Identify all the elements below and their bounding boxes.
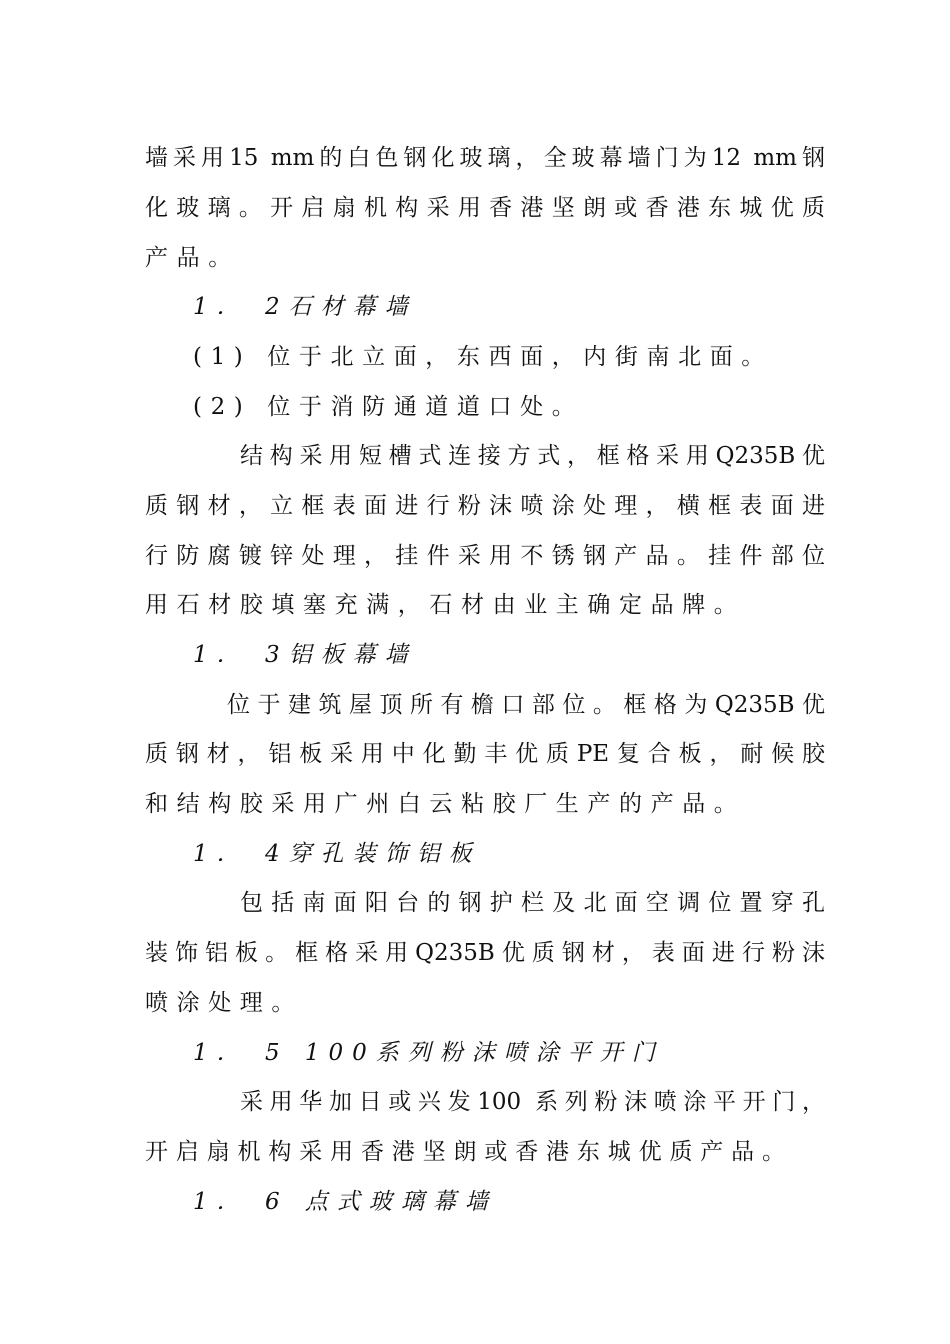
body-line: 结构采用短槽式连接方式，框格采用Q235B优 [240,443,825,469]
section-heading-1-3: 1． 3铝板幕墙 [193,642,417,668]
body-line: 装饰铝板。框格采用Q235B优质钢材，表面进行粉沫 [145,940,825,966]
section-heading-1-4: 1． 4穿孔装饰铝板 [193,841,481,867]
body-line: 质钢材，立框表面进行粉沫喷涂处理，横框表面进 [145,493,825,519]
body-line: 采用华加日或兴发100 系列粉沫喷涂平开门， [240,1089,825,1115]
body-line: 产品。 [145,245,240,271]
body-line: 和结构胶采用广州白云粘胶厂生产的产品。 [145,791,746,817]
body-line: 墙采用15 mm的白色钢化玻璃，全玻幕墙门为12 mm钢 [145,145,825,171]
section-heading-1-2: 1． 2石材幕墙 [193,294,417,320]
body-line: 位于建筑屋顶所有檐口部位。框格为Q235B优 [227,692,825,718]
section-heading-1-6: 1． 6 点式玻璃幕墙 [193,1189,497,1215]
body-line: 化玻璃。开启扇机构采用香港坚朗或香港东城优质 [145,195,825,221]
body-line: 包括南面阳台的钢护栏及北面空调位置穿孔 [240,890,825,916]
body-line: 质钢材，铝板采用中化勤丰优质PE复合板，耐候胶 [145,741,825,767]
list-item: (1) 位于北立面，东西面，内街南北面。 [193,344,773,370]
list-item: (2) 位于消防通道道口处。 [193,394,584,420]
body-line: 开启扇机构采用香港坚朗或香港东城优质产品。 [145,1139,785,1165]
body-line: 喷涂处理。 [145,990,303,1016]
body-line: 用石材胶填塞充满，石材由业主确定品牌。 [145,592,746,618]
section-heading-1-5: 1． 5 100系列粉沫喷涂平开门 [193,1040,664,1066]
body-line: 行防腐镀锌处理，挂件采用不锈钢产品。挂件部位 [145,543,825,569]
